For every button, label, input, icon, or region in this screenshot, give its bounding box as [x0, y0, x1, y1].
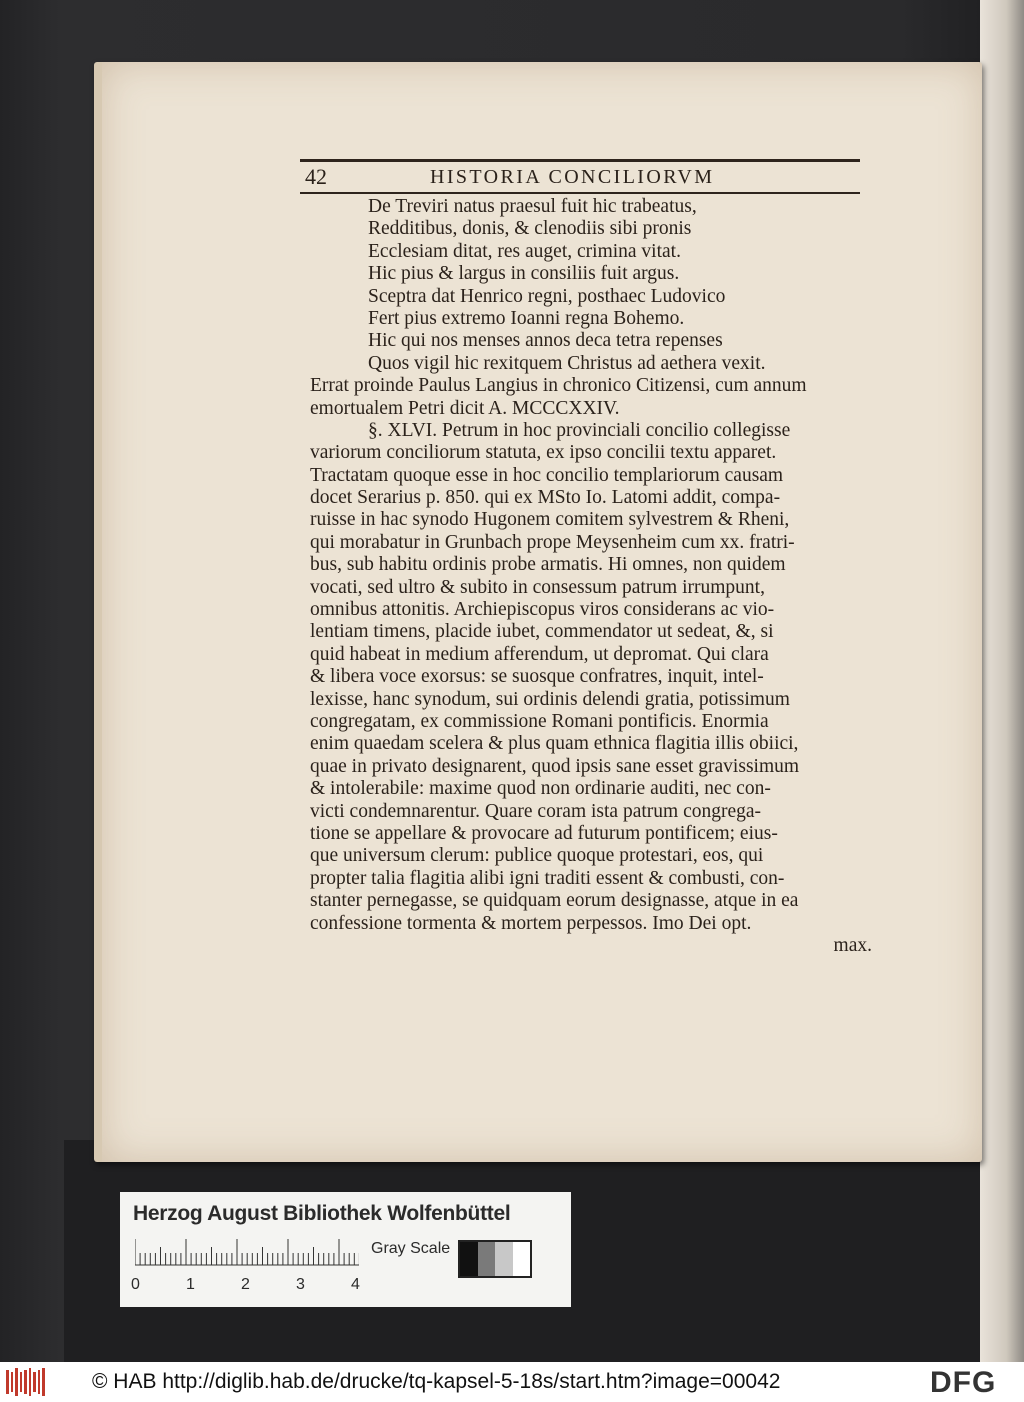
gray-swatch — [478, 1242, 496, 1276]
ruler-number: 4 — [351, 1276, 360, 1293]
ruler-number: 3 — [296, 1276, 305, 1293]
verse-line: Hic pius & largus in consiliis fuit argus. — [368, 263, 680, 285]
ruler-number: 2 — [241, 1276, 250, 1293]
text-line: enim quaedam scelera & plus quam ethnica flagitia illis obiici, — [310, 733, 799, 755]
text-line: quid habeat in medium afferendum, ut depromat. Qui clara — [310, 643, 769, 665]
text-line: confessione tormenta & mortem perpessos. Imo Dei opt. — [310, 912, 752, 934]
text-line: Errat proinde Paulus Langius in chronico Citizensi, cum annum — [310, 375, 807, 397]
text-line: quae in privato designarent, quod ipsis sane esset gravissimum — [310, 755, 800, 777]
text-line: omnibus attonitis. Archiepiscopus viros considerans ac vio- — [310, 599, 775, 621]
text-line: propter talia flagitia alibi igni traditi essent & combusti, con- — [310, 867, 785, 889]
gray-scale-swatches — [458, 1240, 532, 1278]
head-rule-top — [300, 159, 860, 162]
verse-line: Hic qui nos menses annos deca tetra repenses — [368, 330, 723, 352]
running-head-title: HISTORIA CONCILIORVM — [430, 166, 715, 188]
catchword: max. — [833, 934, 872, 956]
text-line: ruisse in hac synodo Hugonem comitem sylvestrem & Rheni, — [310, 509, 790, 531]
text-line: emortualem Petri dicit A. MCCCXXIV. — [310, 397, 620, 419]
text-line: & intolerabile: maxime quod non ordinarie auditi, nec con- — [310, 778, 771, 800]
text-line: victi condemnarentur. Quare coram ista patrum congrega- — [310, 800, 762, 822]
text-line: congregatam, ex commissione Romani pontificis. Enormia — [310, 710, 769, 732]
text-line: §. XLVI. Petrum in hoc provinciali concilio collegisse — [368, 419, 791, 441]
ruler-number: 0 — [131, 1276, 140, 1293]
gray-scale-label: Gray Scale — [371, 1240, 451, 1257]
gray-swatch — [495, 1242, 513, 1276]
text-line: docet Serarius p. 850. qui ex MSto Io. Latomi addit, compa- — [310, 487, 781, 509]
footer-copyright-link[interactable]: © HAB http://diglib.hab.de/drucke/tq-kapsel-5-18s/start.htm?image=00042 — [92, 1370, 781, 1393]
verse-line: Redditibus, donis, & clenodiis sibi pronis — [368, 218, 692, 240]
text-line: qui morabatur in Grunbach prope Meysenheim cum xx. fratri- — [310, 531, 795, 553]
text-line: que universum clerum: publice quoque protestari, eos, qui — [310, 845, 764, 867]
ruler-scale — [135, 1238, 359, 1266]
verse-line: Ecclesiam ditat, res auget, crimina vitat. — [368, 240, 681, 262]
verse-line: Quos vigil hic rexitquem Christus ad aethera vexit. — [368, 352, 766, 374]
head-rule-bottom — [300, 192, 860, 194]
color-calibration-card — [120, 1192, 571, 1307]
dfg-logo: DFG — [930, 1366, 997, 1399]
ruler-number: 1 — [186, 1276, 195, 1293]
verse-line: De Treviri natus praesul fuit hic trabeatus, — [368, 196, 697, 217]
text-line: lexisse, hanc synodum, sui ordinis delendi gratia, potissimum — [310, 688, 790, 710]
text-line: bus, sub habitu ordinis probe armatis. Hi omnes, non quidem — [310, 554, 786, 576]
text-line: tione se appellare & provocare ad futurum pontificem; eius- — [310, 822, 778, 844]
text-line: vocati, sed ultro & subito in consessum patrum irrumpunt, — [310, 576, 765, 598]
verse-line: Fert pius extremo Ioanni regna Bohemo. — [368, 307, 685, 329]
verse-line: Sceptra dat Henrico regni, posthaec Ludovico — [368, 285, 726, 307]
page-number: 42 — [305, 164, 327, 189]
text-line: & libera voce exorsus: se suosque confratres, inquit, intel- — [310, 666, 764, 688]
adjacent-page-edge — [980, 0, 1024, 1362]
text-line: lentiam timens, placide iubet, commendator ut sedeat, &, si — [310, 621, 774, 643]
running-head — [305, 164, 865, 192]
card-title: Herzog August Bibliothek Wolfenbüttel — [133, 1202, 511, 1225]
text-line: Tractatam quoque esse in hoc concilio templariorum causam — [310, 464, 784, 486]
hab-barcode-icon — [6, 1368, 46, 1396]
text-line: stanter pernegasse, se quidquam eorum designasse, atque in ea — [310, 890, 799, 912]
footer-bar — [0, 1362, 1024, 1402]
page-text — [310, 196, 880, 957]
text-line: variorum conciliorum statuta, ex ipso concilii textu apparet. — [310, 442, 777, 464]
gray-swatch — [460, 1242, 478, 1276]
gray-swatch — [513, 1242, 531, 1276]
